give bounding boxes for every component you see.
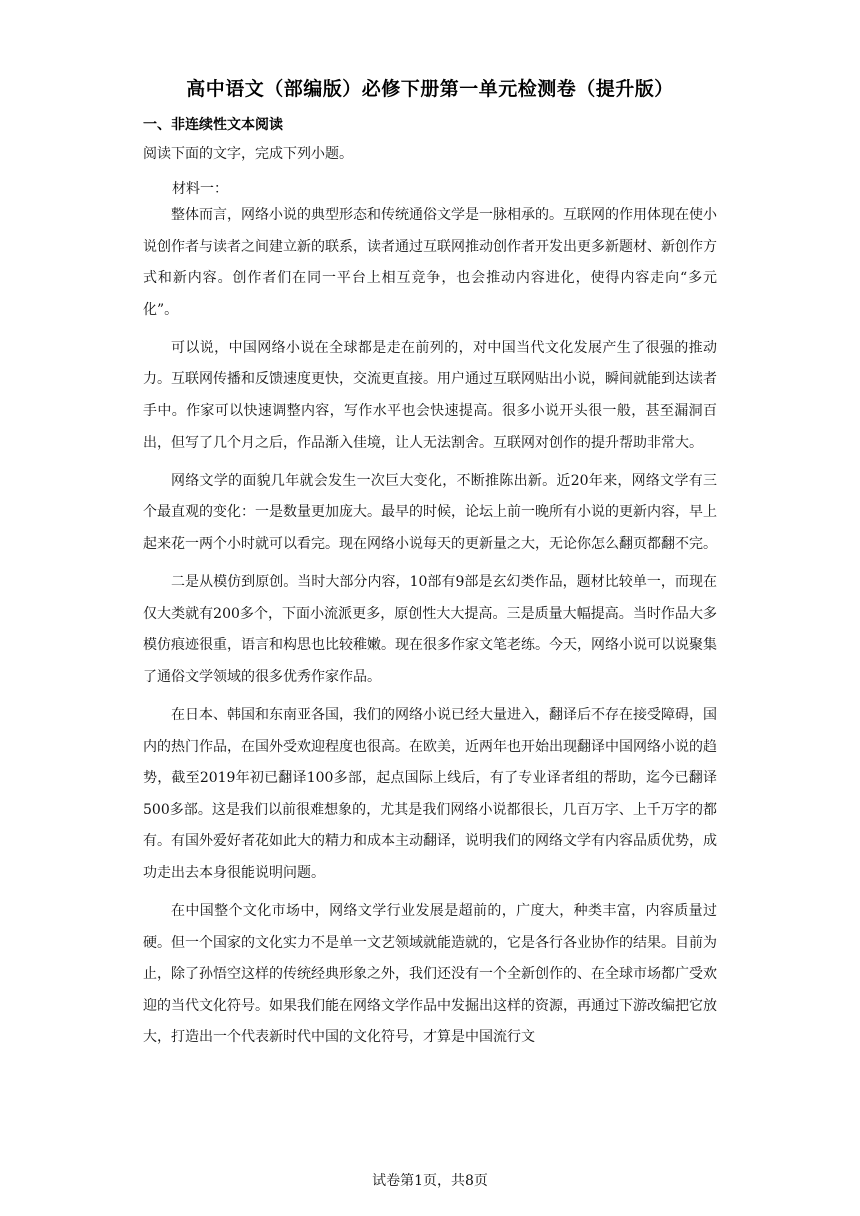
reading-passage <box>143 200 717 1060</box>
passage-paragraph: 可以说，中国网络小说在全球都是走在前列的，对中国当代文化发展产生了很强的推动力。互联网传播和反馈速度更快，交流更直接。用户通过互联网贴出小说，瞬间就能到达读者手中。作家可以快速调整内容，写作水平也会快速提高。很多小说开头很一般，甚至漏洞百出，但写了几个月之后，作品渐入佳境，让人无法割舍。互联网对创作的提升帮助非常大。 <box>143 339 717 451</box>
passage-paragraph: 整体而言，网络小说的典型形态和传统通俗文学是一脉相承的。互联网的作用体现在使小说创作者与读者之间建立新的联系，读者通过互联网推动创作者开发出更多新题材、新创作方式和新内容。创作者们在同一平台上相互竞争，也会推动内容进化，使得内容走向“多元化”。 <box>143 207 717 318</box>
reading-instruction: 阅读下面的文字，完成下列小题。 <box>143 146 353 162</box>
passage-paragraph: 二是从模仿到原创。当时大部分内容，10部有9部是玄幻类作品，题材比较单一，而现在仅大类就有200多个，下面小流派更多，原创性大大提高。三是质量大幅提高。当时作品大多模仿痕迹很重，语言和构思也比较稚嫩。现在很多作家文笔老练。今天，网络小说可以说聚集了通俗文学领域的很多优秀作家作品。 <box>143 574 717 685</box>
material-label: 材料一： <box>172 181 228 197</box>
page-footer: 试卷第1页，共8页 <box>372 1173 488 1189</box>
page-title: 高中语文（部编版）必修下册第一单元检测卷（提升版） <box>186 78 674 100</box>
section-heading: 一、非连续性文本阅读 <box>143 117 283 133</box>
passage-paragraph: 在日本、韩国和东南亚各国，我们的网络小说已经大量进入，翻译后不存在接受障碍，国内的热门作品，在国外受欢迎程度也很高。在欧美，近两年也开始出现翻译中国网络小说的趋势，截至2019年初已翻译100多部，起点国际上线后，有了专业译者组的帮助，迄今已翻译500多部。这是我们以前很难想象的，尤其是我们网络小说都很长，几百万字、上千万字的都有。有国外爱好者花如此大的精力和成本主动翻译，说明我们的网络文学有内容品质优势，成功走出去本身很能说明问题。 <box>143 706 717 881</box>
passage-paragraph: 在中国整个文化市场中，网络文学行业发展是超前的，广度大，种类丰富，内容质量过硬。但一个国家的文化实力不是单一文艺领域就能造就的，它是各行各业协作的结果。目前为止，除了孙悟空这样的传统经典形象之外，我们还没有一个全新创作的、在全球市场都广受欢迎的当代文化符号。如果我们能在网络文学作品中发掘出这样的资源，再通过下游改编把它放大，打造出一个代表新时代中国的文化符号，才算是中国流行文 <box>143 902 717 1046</box>
passage-paragraph: 网络文学的面貌几年就会发生一次巨大变化，不断推陈出新。近20年来，网络文学有三个最直观的变化：一是数量更加庞大。最早的时候，论坛上前一晚所有小说的更新内容，早上起来花一两个小时就可以看完。现在网络小说每天的更新量之大，无论你怎么翻页都翻不完。 <box>143 472 717 552</box>
